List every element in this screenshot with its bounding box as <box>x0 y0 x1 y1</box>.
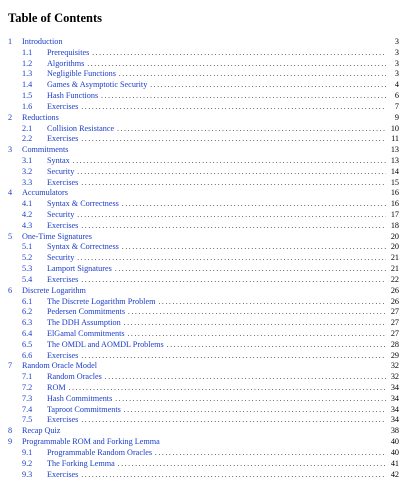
toc-entry-page-number: 9 <box>394 112 399 122</box>
toc-entry-title-link[interactable]: Exercises <box>47 134 79 144</box>
toc-entry-number[interactable]: 1.1 <box>22 47 33 57</box>
toc-entry-page-number: 6 <box>394 91 399 101</box>
toc-list <box>8 37 399 480</box>
toc-section-entry[interactable] <box>8 437 399 448</box>
toc-entry-number[interactable]: 9.3 <box>22 469 33 479</box>
dot-leader <box>77 210 386 221</box>
toc-entry-title-link[interactable]: Algorithms <box>47 58 85 68</box>
toc-subsection-entry[interactable] <box>8 459 399 470</box>
toc-subsection-entry[interactable] <box>8 134 399 145</box>
toc-entry-page-number: 3 <box>394 58 399 68</box>
toc-entry-number[interactable]: 7.1 <box>22 372 33 382</box>
toc-subsection-entry[interactable] <box>8 264 399 275</box>
toc-entry-number[interactable]: 8 <box>8 426 13 436</box>
toc-entry-number[interactable]: 6.1 <box>22 296 33 306</box>
toc-entry-number[interactable]: 5.2 <box>22 253 33 263</box>
dot-leader <box>92 48 386 59</box>
dot-leader <box>73 156 386 167</box>
toc-entry-title-link[interactable]: Security <box>47 253 75 263</box>
toc-entry-title-link[interactable]: Taproot Commitments <box>47 404 121 414</box>
toc-heading: Table of Contents <box>8 11 102 25</box>
toc-entry-title-link[interactable]: Exercises <box>47 101 79 111</box>
toc-entry-number[interactable]: 3.1 <box>22 155 33 165</box>
toc-entry-title-link[interactable]: Exercises <box>47 350 79 360</box>
toc-entry-page-number: 34 <box>390 415 399 425</box>
toc-entry-page-number: 42 <box>390 469 399 479</box>
toc-entry-number[interactable]: 9 <box>8 437 13 447</box>
dot-leader <box>81 134 386 145</box>
dot-leader <box>124 405 386 416</box>
toc-entry-number[interactable]: 4.3 <box>22 220 33 230</box>
toc-entry-title-link[interactable]: Pedersen Commitments <box>47 307 126 317</box>
dot-leader <box>81 178 386 189</box>
toc-entry-number[interactable]: 6 <box>8 285 13 295</box>
toc-entry-number[interactable]: 6.5 <box>22 339 33 349</box>
toc-subsection-entry[interactable] <box>8 199 399 210</box>
toc-entry-title-link[interactable]: Exercises <box>47 220 79 230</box>
toc-entry-number[interactable]: 6.4 <box>22 328 33 338</box>
toc-subsection-entry[interactable] <box>8 394 399 405</box>
toc-entry-number[interactable]: 7.5 <box>22 415 33 425</box>
toc-entry-number[interactable]: 5 <box>8 231 13 241</box>
dot-leader <box>81 275 386 286</box>
toc-entry-page-number: 18 <box>390 220 399 230</box>
toc-entry-page-number: 3 <box>394 69 399 79</box>
toc-entry-title-link[interactable]: Syntax & Correctness <box>47 199 119 209</box>
toc-subsection-entry[interactable] <box>8 405 399 416</box>
toc-entry-title-link[interactable]: Syntax & Correctness <box>47 242 119 252</box>
toc-entry-page-number: 20 <box>390 242 399 252</box>
toc-entry-title-link[interactable]: Recap Quiz <box>22 426 61 436</box>
toc-section-entry[interactable] <box>8 37 399 48</box>
toc-entry-title-link[interactable]: The Discrete Logarithm Problem <box>47 296 156 306</box>
toc-entry-page-number: 16 <box>390 199 399 209</box>
toc-entry-title-link[interactable]: Random Oracles <box>47 372 102 382</box>
toc-entry-page-number: 26 <box>390 285 399 295</box>
toc-entry-page-number: 17 <box>390 210 399 219</box>
dot-leader <box>77 167 386 178</box>
toc-section-entry[interactable] <box>8 286 399 297</box>
dot-leader <box>119 69 386 80</box>
toc-entry-title-link[interactable]: Exercises <box>47 415 79 425</box>
toc-entry-number[interactable]: 6.6 <box>22 350 33 360</box>
toc-entry-title-link[interactable]: The Forking Lemma <box>47 458 115 468</box>
toc-entry-page-number: 27 <box>390 307 399 317</box>
toc-entry-title-link[interactable]: Exercises <box>47 469 79 479</box>
toc-entry-title-link[interactable]: Commitments <box>22 145 69 155</box>
toc-subsection-entry[interactable] <box>8 372 399 383</box>
toc-entry-number[interactable]: 6.3 <box>22 318 33 328</box>
dot-leader <box>122 242 386 253</box>
toc-entry-page-number: 13 <box>390 145 399 155</box>
dot-leader <box>87 59 386 70</box>
toc-entry-page-number: 38 <box>390 426 399 436</box>
toc-subsection-entry[interactable] <box>8 470 399 481</box>
dot-leader <box>128 307 386 318</box>
toc-subsection-entry[interactable] <box>8 124 399 135</box>
dot-leader <box>155 448 386 459</box>
toc-entry-page-number: 40 <box>390 437 399 447</box>
toc-entry-page-number: 34 <box>390 404 399 414</box>
toc-entry-title-link[interactable]: One-Time Signatures <box>22 231 92 241</box>
toc-entry-title-link[interactable]: Accumulators <box>22 188 68 198</box>
toc-entry-title-link[interactable]: Introduction <box>22 37 63 46</box>
toc-section-entry[interactable] <box>8 361 399 372</box>
toc-subsection-entry[interactable] <box>8 178 399 189</box>
toc-subsection-entry[interactable] <box>8 242 399 253</box>
toc-entry-page-number: 7 <box>394 101 399 111</box>
toc-entry-title-link[interactable]: Games & Asymptotic Security <box>47 80 148 90</box>
toc-subsection-entry[interactable] <box>8 59 399 70</box>
toc-entry-title-link[interactable]: ROM <box>47 383 66 392</box>
toc-entry-title-link[interactable]: Syntax <box>47 155 70 165</box>
toc-entry-title-link[interactable]: Hash Functions <box>47 91 99 101</box>
toc-entry-number[interactable]: 1.5 <box>22 91 33 101</box>
toc-entry-title-link[interactable]: The DDH Assumption <box>47 318 121 328</box>
toc-section-entry[interactable] <box>8 113 399 124</box>
toc-entry-page-number: 27 <box>390 328 399 338</box>
toc-subsection-entry[interactable] <box>8 102 399 113</box>
toc-entry-page-number: 13 <box>390 155 399 165</box>
toc-section-entry[interactable] <box>8 232 399 243</box>
toc-entry-title-link[interactable]: The OMDL and AOMDL Problems <box>47 339 164 349</box>
toc-entry-page-number: 21 <box>390 253 399 263</box>
toc-entry-title-link[interactable]: Discrete Logarithm <box>22 285 86 295</box>
dot-leader <box>81 351 386 362</box>
toc-entry-page-number: 10 <box>390 123 399 133</box>
dot-leader <box>77 253 386 264</box>
toc-entry-number[interactable]: 7.2 <box>22 383 33 392</box>
toc-entry-number[interactable]: 1.2 <box>22 58 33 68</box>
dot-leader <box>105 372 386 383</box>
dot-leader <box>69 383 386 394</box>
dot-leader <box>128 329 386 340</box>
toc-entry-page-number: 32 <box>390 361 399 371</box>
toc-subsection-entry[interactable] <box>8 210 399 221</box>
dot-leader <box>158 297 386 308</box>
toc-entry-title-link[interactable]: Programmable ROM and Forking Lemma <box>22 437 160 447</box>
toc-entry-title-link[interactable]: Lamport Signatures <box>47 264 112 274</box>
toc-subsection-entry[interactable] <box>8 253 399 264</box>
toc-entry-number[interactable]: 6.2 <box>22 307 33 317</box>
toc-entry-page-number: 11 <box>391 134 399 144</box>
toc-entry-number[interactable]: 1 <box>8 37 13 46</box>
dot-leader <box>122 199 386 210</box>
dot-leader <box>124 318 386 329</box>
toc-entry-title-link[interactable]: Security <box>47 210 75 219</box>
toc-subsection-entry[interactable] <box>8 156 399 167</box>
toc-entry-title-link[interactable]: Prerequisites <box>47 47 90 57</box>
toc-section-entry[interactable] <box>8 145 399 156</box>
toc-entry-title-link[interactable]: Hash Commitments <box>47 393 113 403</box>
toc-entry-title-link[interactable]: Negligible Functions <box>47 69 116 79</box>
dot-leader <box>101 91 386 102</box>
toc-subsection-entry[interactable] <box>8 275 399 286</box>
toc-entry-title-link[interactable]: Security <box>47 166 75 176</box>
toc-subsection-entry[interactable] <box>8 297 399 308</box>
toc-entry-title-link[interactable]: ElGamal Commitments <box>47 328 125 338</box>
toc-entry-number[interactable]: 3.2 <box>22 166 33 176</box>
toc-entry-page-number: 29 <box>390 350 399 360</box>
toc-subsection-entry[interactable] <box>8 383 399 394</box>
toc-entry-page-number: 15 <box>390 177 399 187</box>
toc-entry-page-number: 34 <box>390 383 399 392</box>
toc-entry-number[interactable]: 9.1 <box>22 447 33 457</box>
toc-entry-number[interactable]: 5.1 <box>22 242 33 252</box>
toc-entry-page-number: 16 <box>390 188 399 198</box>
toc-entry-number[interactable]: 5.4 <box>22 274 33 284</box>
toc-entry-number[interactable]: 4.2 <box>22 210 33 219</box>
dot-leader <box>115 394 386 405</box>
dot-leader <box>81 221 386 232</box>
toc-entry-page-number: 26 <box>390 296 399 306</box>
toc-entry-page-number: 32 <box>390 372 399 382</box>
toc-entry-page-number: 20 <box>390 231 399 241</box>
toc-entry-page-number: 4 <box>394 80 399 90</box>
toc-entry-page-number: 22 <box>390 274 399 284</box>
dot-leader <box>81 415 386 426</box>
dot-leader <box>117 124 386 135</box>
toc-entry-number[interactable]: 4.1 <box>22 199 33 209</box>
toc-section-entry[interactable] <box>8 188 399 199</box>
toc-entry-number[interactable]: 4 <box>8 188 13 198</box>
toc-subsection-entry[interactable] <box>8 415 399 426</box>
toc-entry-page-number: 3 <box>394 47 399 57</box>
toc-section-entry[interactable] <box>8 426 399 437</box>
toc-entry-page-number: 28 <box>390 339 399 349</box>
toc-entry-number[interactable]: 2.1 <box>22 123 33 133</box>
toc-subsection-entry[interactable] <box>8 340 399 351</box>
dot-leader <box>115 264 386 275</box>
dot-leader <box>81 102 386 113</box>
toc-entry-number[interactable]: 5.3 <box>22 264 33 274</box>
toc-subsection-entry[interactable] <box>8 80 399 91</box>
toc-entry-number[interactable]: 1.3 <box>22 69 33 79</box>
toc-entry-title-link[interactable]: Exercises <box>47 177 79 187</box>
toc-entry-number[interactable]: 1.4 <box>22 80 33 90</box>
dot-leader <box>150 80 386 91</box>
toc-entry-page-number: 41 <box>390 458 399 468</box>
toc-entry-page-number: 40 <box>390 447 399 457</box>
toc-entry-page-number: 3 <box>394 37 399 46</box>
toc-subsection-entry[interactable] <box>8 329 399 340</box>
dot-leader <box>167 340 386 351</box>
toc-subsection-entry[interactable] <box>8 448 399 459</box>
toc-entry-number[interactable]: 7 <box>8 361 13 371</box>
toc-subsection-entry[interactable] <box>8 351 399 362</box>
toc-subsection-entry[interactable] <box>8 221 399 232</box>
toc-entry-number[interactable]: 1.6 <box>22 101 33 111</box>
toc-entry-title-link[interactable]: Exercises <box>47 274 79 284</box>
toc-entry-number[interactable]: 3.3 <box>22 177 33 187</box>
toc-subsection-entry[interactable] <box>8 48 399 59</box>
toc-entry-number[interactable]: 2.2 <box>22 134 33 144</box>
toc-entry-number[interactable]: 2 <box>8 112 13 122</box>
toc-subsection-entry[interactable] <box>8 91 399 102</box>
toc-entry-page-number: 14 <box>390 166 399 176</box>
toc-entry-number[interactable]: 7.3 <box>22 393 33 403</box>
toc-subsection-entry[interactable] <box>8 69 399 80</box>
dot-leader <box>81 470 386 481</box>
toc-entry-page-number: 27 <box>390 318 399 328</box>
dot-leader <box>118 459 386 470</box>
toc-entry-title-link[interactable]: Random Oracle Model <box>22 361 98 371</box>
toc-entry-title-link[interactable]: Reductions <box>22 112 59 122</box>
toc-entry-title-link[interactable]: Programmable Random Oracles <box>47 447 153 457</box>
toc-subsection-entry[interactable] <box>8 318 399 329</box>
toc-entry-title-link[interactable]: Collision Resistance <box>47 123 115 133</box>
toc-entry-number[interactable]: 9.2 <box>22 458 33 468</box>
toc-subsection-entry[interactable] <box>8 167 399 178</box>
toc-entry-page-number: 21 <box>390 264 399 274</box>
toc-subsection-entry[interactable] <box>8 307 399 318</box>
toc-entry-number[interactable]: 7.4 <box>22 404 33 414</box>
toc-entry-page-number: 34 <box>390 393 399 403</box>
toc-entry-number[interactable]: 3 <box>8 145 13 155</box>
